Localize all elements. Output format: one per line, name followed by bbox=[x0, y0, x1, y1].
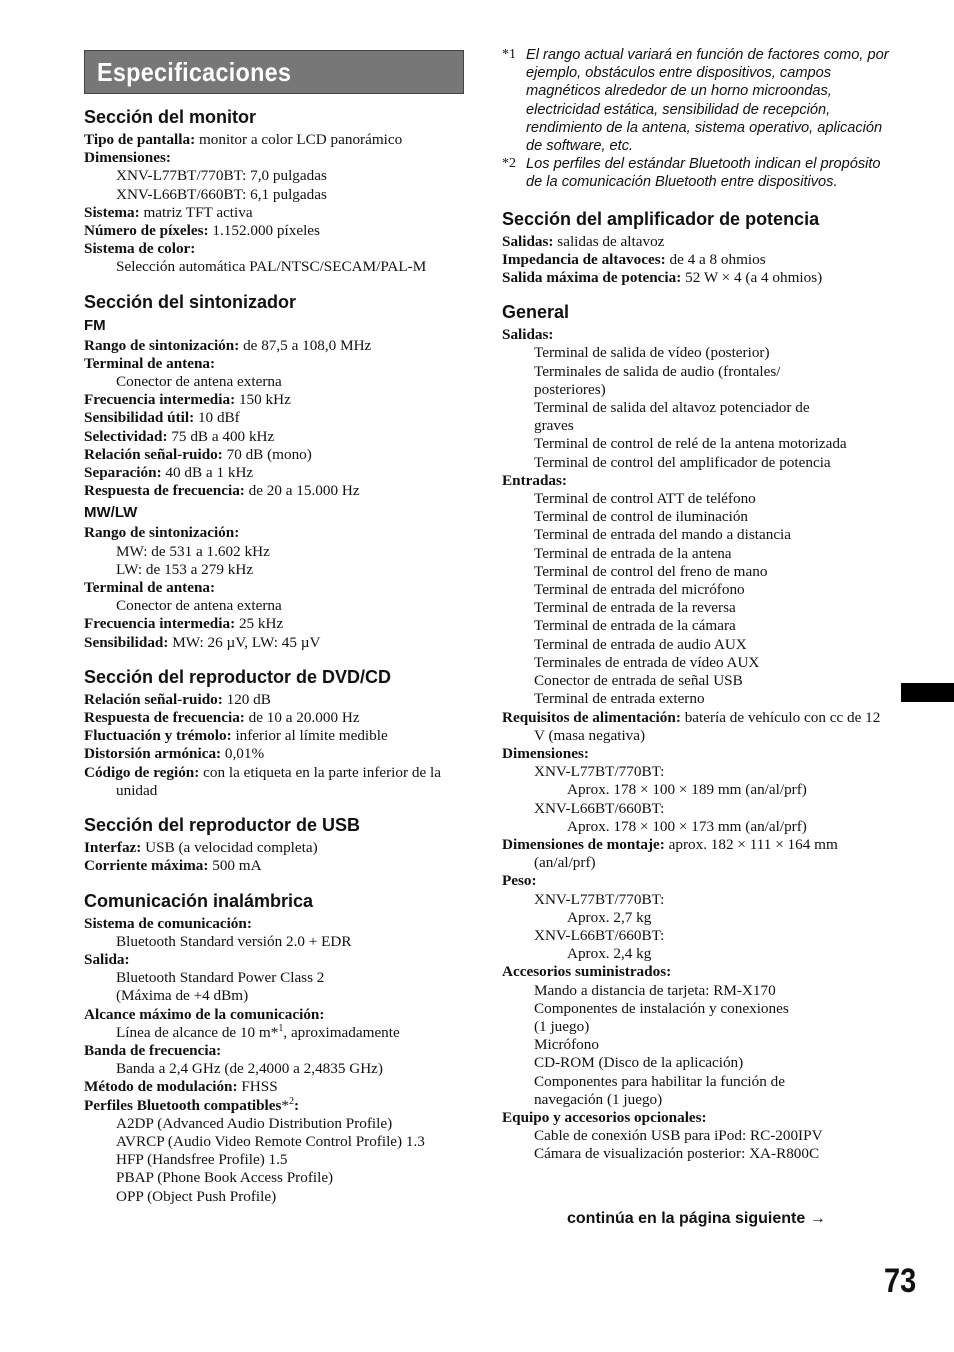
spec-line: Interfaz: USB (a velocidad completa) bbox=[84, 839, 318, 857]
list-item: Terminal de entrada externo bbox=[534, 690, 705, 708]
spec-line: Sistema: matriz TFT activa bbox=[84, 203, 253, 221]
spec-line: Dimensiones: bbox=[84, 149, 171, 167]
section-heading: Sección del reproductor de DVD/CD bbox=[84, 666, 392, 687]
list-item: Terminal de entrada de la antena bbox=[534, 544, 732, 562]
list-item: Terminal de entrada de audio AUX bbox=[534, 635, 747, 653]
spec-value: MW: de 531 a 1.602 kHz bbox=[116, 542, 270, 560]
spec-line: Salida máxima de potencia: 52 W × 4 (a 4 ohmios) bbox=[502, 269, 823, 287]
list-item: Micrófono bbox=[534, 1036, 599, 1054]
page-title-bar bbox=[84, 50, 464, 94]
list-item: Terminal de control del amplificador de potencia bbox=[534, 453, 831, 471]
spec-line: Separación: 40 dB a 1 kHz bbox=[84, 464, 254, 482]
usb-section bbox=[84, 814, 464, 875]
model-label: XNV-L66BT/660BT: bbox=[534, 799, 665, 817]
spec-value: Aprox. 178 × 100 × 173 mm (an/al/prf) bbox=[567, 817, 807, 835]
footnotes bbox=[502, 46, 892, 192]
list-item: Terminal de entrada de la reversa bbox=[534, 599, 736, 617]
spec-line: Perfiles Bluetooth compatibles*$^2$: bbox=[84, 1095, 300, 1114]
amplifier-section bbox=[502, 208, 892, 288]
model-label: XNV-L66BT/660BT: bbox=[534, 926, 665, 944]
list-item: posteriores) bbox=[534, 380, 606, 398]
list-item: Terminal de salida del altavoz potenciador de bbox=[534, 399, 810, 417]
spec-line: Fluctuación y trémolo: inferior al límite medible bbox=[84, 727, 388, 745]
model-label: XNV-L77BT/770BT: bbox=[534, 890, 665, 908]
continue-note: continúa en la página siguiente → bbox=[567, 1210, 826, 1227]
spec-line: Salidas: bbox=[502, 326, 554, 344]
spec-value: Línea de alcance de 10 m*$^1$, aproximadamente bbox=[116, 1022, 400, 1041]
list-item: Terminales de salida de audio (frontales/ bbox=[534, 362, 781, 380]
subsection-heading: MW/LW bbox=[84, 504, 138, 522]
spec-line: Selectividad: 75 dB a 400 kHz bbox=[84, 427, 275, 445]
profile-item: AVRCP (Audio Video Remote Control Profile) 1.3 bbox=[116, 1132, 425, 1150]
list-item: Componentes de instalación y conexiones bbox=[534, 999, 789, 1017]
spec-line: Relación señal-ruido: 120 dB bbox=[84, 690, 271, 708]
spec-line: Terminal de antena: bbox=[84, 354, 216, 372]
spec-line: Sensibilidad útil: 10 dBf bbox=[84, 409, 240, 427]
spec-line: Terminal de antena: bbox=[84, 579, 216, 597]
spec-line: Entradas: bbox=[502, 471, 567, 489]
spec-line: Salida: bbox=[84, 950, 130, 968]
spec-line: Equipo y accesorios opcionales: bbox=[502, 1108, 707, 1126]
spec-value: Aprox. 2,4 kg bbox=[567, 945, 652, 963]
page-title: Especificaciones bbox=[97, 56, 292, 87]
spec-value: Aprox. 2,7 kg bbox=[567, 908, 652, 926]
left-column bbox=[84, 50, 464, 1220]
spec-value: Bluetooth Standard Power Class 2 bbox=[116, 969, 325, 987]
spec-line: Salidas: salidas de altavoz bbox=[502, 232, 665, 250]
list-item: Cámara de visualización posterior: XA-R800C bbox=[534, 1145, 820, 1163]
subsection-heading: FM bbox=[84, 316, 106, 334]
spec-value: Conector de antena externa bbox=[116, 373, 282, 391]
list-item: Conector de entrada de señal USB bbox=[534, 672, 743, 690]
footnote: *1 El rango actual variará en función de factores como, por ejemplo, obstáculos entre dispositivos, campos magnéticos alrededor de un horno microondas, electricidad estática, sensibilidad de recepción, rendimiento de la antena, sistema operativo, aplicación de software, etc. bbox=[502, 47, 889, 155]
list-item: CD-ROM (Disco de la aplicación) bbox=[534, 1054, 744, 1072]
footnote: *2 Los perfiles del estándar Bluetooth indican el propósito de la comunicación Bluetooth entre dispositivos. bbox=[502, 156, 881, 191]
spec-line: Frecuencia intermedia: 25 kHz bbox=[84, 615, 284, 633]
list-item: Terminal de control de relé de la antena motorizada bbox=[534, 435, 847, 453]
spec-line: Corriente máxima: 500 mA bbox=[84, 857, 262, 875]
spec-value: Conector de antena externa bbox=[116, 597, 282, 615]
general-section bbox=[502, 301, 892, 1163]
list-item: navegación (1 juego) bbox=[534, 1090, 663, 1108]
profile-item: OPP (Object Push Profile) bbox=[116, 1187, 277, 1205]
tuner-section bbox=[84, 291, 464, 652]
spec-line: Respuesta de frecuencia: de 20 a 15.000 Hz bbox=[84, 482, 360, 500]
wireless-section bbox=[84, 890, 464, 1206]
spec-line: Código de región: con la etiqueta en la parte inferior de la unidad bbox=[84, 763, 441, 799]
spec-line: Distorsión armónica: 0,01% bbox=[84, 745, 265, 763]
model-label: XNV-L77BT/770BT: bbox=[534, 763, 665, 781]
page-number: 73 bbox=[884, 1262, 917, 1300]
spec-value: XNV-L66BT/660BT: 6,1 pulgadas bbox=[116, 185, 327, 203]
spec-value: Aprox. 178 × 100 × 189 mm (an/al/prf) bbox=[567, 781, 807, 799]
spec-line: Peso: bbox=[502, 872, 537, 890]
section-heading: Sección del monitor bbox=[84, 107, 257, 127]
spec-line: Rango de sintonización: de 87,5 a 108,0 MHz bbox=[84, 336, 372, 354]
spec-line: Impedancia de altavoces: de 4 a 8 ohmios bbox=[502, 250, 766, 268]
spec-line: Rango de sintonización: bbox=[84, 524, 240, 542]
section-heading: Comunicación inalámbrica bbox=[84, 890, 314, 911]
spec-line: Relación señal-ruido: 70 dB (mono) bbox=[84, 445, 312, 463]
list-item: Terminal de entrada de la cámara bbox=[534, 617, 736, 635]
spec-line: Requisitos de alimentación: batería de vehículo con cc de 12 V (masa negativa) bbox=[502, 708, 881, 744]
spec-value: Bluetooth Standard versión 2.0 + EDR bbox=[116, 932, 352, 950]
right-column bbox=[502, 46, 892, 1178]
monitor-section bbox=[84, 106, 464, 277]
list-item: Terminal de control ATT de teléfono bbox=[534, 490, 756, 508]
list-item: Terminal de control de iluminación bbox=[534, 508, 749, 526]
spec-value: Selección automática PAL/NTSC/SECAM/PAL-M bbox=[116, 258, 427, 276]
spec-line: Tipo de pantalla: monitor a color LCD panorámico bbox=[84, 131, 403, 148]
spec-line: Accesorios suministrados: bbox=[502, 963, 672, 981]
spec-line: Banda de frecuencia: bbox=[84, 1041, 222, 1059]
section-tab-marker bbox=[901, 683, 954, 702]
list-item: graves bbox=[534, 417, 574, 435]
list-item: Terminal de salida de vídeo (posterior) bbox=[534, 344, 770, 362]
profile-item: A2DP (Advanced Audio Distribution Profile) bbox=[116, 1114, 393, 1132]
spec-value: (Máxima de +4 dBm) bbox=[116, 987, 249, 1005]
spec-value: LW: de 153 a 279 kHz bbox=[116, 560, 254, 578]
section-heading: General bbox=[502, 302, 570, 323]
spec-line: Alcance máximo de la comunicación: bbox=[84, 1005, 325, 1023]
list-item: Cable de conexión USB para iPod: RC-200IPV bbox=[534, 1127, 823, 1145]
section-heading: Sección del amplificador de potencia bbox=[502, 208, 820, 229]
spec-line: Número de píxeles: 1.152.000 píxeles bbox=[84, 222, 320, 240]
spec-line: Método de modulación: FHSS bbox=[84, 1078, 278, 1096]
spec-line: Dimensiones: bbox=[502, 744, 589, 762]
spec-value: XNV-L77BT/770BT: 7,0 pulgadas bbox=[116, 167, 327, 185]
list-item: Terminal de control del freno de mano bbox=[534, 562, 768, 580]
section-heading: Sección del reproductor de USB bbox=[84, 815, 361, 836]
spec-line: Dimensiones de montaje: aprox. 182 × 111 × 164 mm (an/al/prf) bbox=[502, 835, 838, 872]
profile-item: HFP (Handsfree Profile) 1.5 bbox=[116, 1151, 288, 1169]
list-item: (1 juego) bbox=[534, 1017, 590, 1035]
dvd-section bbox=[84, 666, 464, 800]
spec-line: Sistema de color: bbox=[84, 240, 196, 258]
profile-item: PBAP (Phone Book Access Profile) bbox=[116, 1169, 334, 1187]
list-item: Mando a distancia de tarjeta: RM-X170 bbox=[534, 981, 776, 999]
spec-line: Sistema de comunicación: bbox=[84, 914, 252, 932]
list-item: Terminal de entrada del mando a distancia bbox=[534, 526, 792, 544]
spec-line: Frecuencia intermedia: 150 kHz bbox=[84, 391, 291, 409]
section-heading: Sección del sintonizador bbox=[84, 291, 297, 312]
spec-line: Sensibilidad: MW: 26 µV, LW: 45 µV bbox=[84, 633, 321, 651]
list-item: Componentes para habilitar la función de bbox=[534, 1072, 785, 1090]
list-item: Terminal de entrada del micrófono bbox=[534, 581, 745, 599]
list-item: Terminales de entrada de vídeo AUX bbox=[534, 653, 760, 671]
spec-value: Banda a 2,4 GHz (de 2,4000 a 2,4835 GHz) bbox=[116, 1060, 383, 1078]
spec-line: Respuesta de frecuencia: de 10 a 20.000 Hz bbox=[84, 709, 360, 727]
